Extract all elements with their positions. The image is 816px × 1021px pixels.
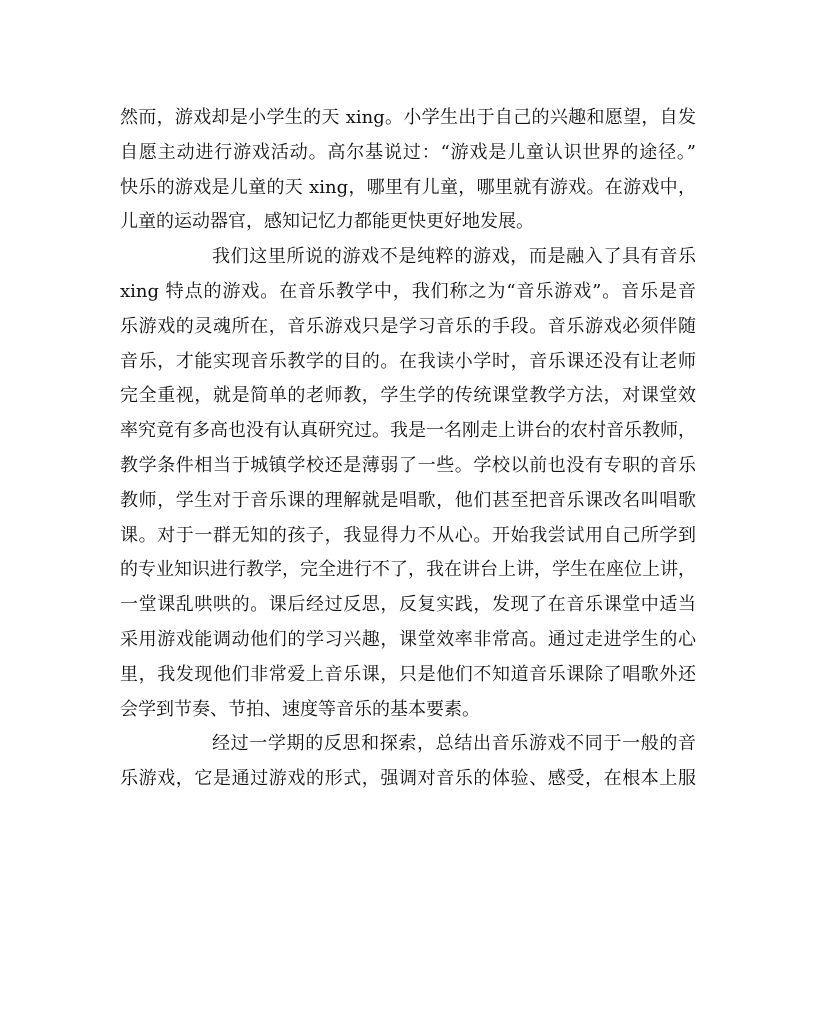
text-line: 经过一学期的反思和探索，总结出音乐游戏不同于一般的音 — [212, 733, 696, 755]
text-line: 教师，学生对于音乐课的理解就是唱歌，他们甚至把音乐课改名叫唱歌 — [120, 489, 696, 511]
text-line: 快乐的游戏是儿童的天 xing，哪里有儿童，哪里就有游戏。在游戏中， — [120, 176, 696, 198]
text-line: 课。对于一群无知的孩子，我显得力不从心。开始我尝试用自己所学到 — [120, 524, 696, 546]
text-line: 我们这里所说的游戏不是纯粹的游戏，而是融入了具有音乐 — [212, 246, 696, 268]
text-line: 的专业知识进行教学，完全进行不了，我在讲台上讲，学生在座位上讲， — [120, 559, 696, 581]
text-line: 自愿主动进行游戏活动。高尔基说过：“游戏是儿童认识世界的途径。” — [120, 141, 696, 163]
text-line: 然而，游戏却是小学生的天 xing。小学生出于自己的兴趣和愿望，自发 — [120, 107, 696, 128]
text-line: 乐游戏，它是通过游戏的形式，强调对音乐的体验、感受，在根本上服 — [120, 768, 696, 790]
paragraph-2 — [120, 240, 696, 727]
text-line: xing 特点的游戏。在音乐教学中，我们称之为“音乐游戏”。音乐是音 — [120, 280, 696, 302]
text-line: 儿童的运动器官，感知记忆力都能更快更好地发展。 — [120, 211, 534, 233]
paragraph-1 — [120, 101, 696, 240]
text-line: 完全重视，就是简单的老师教，学生学的传统课堂教学方法，对课堂效 — [120, 385, 696, 407]
paragraph-3 — [120, 727, 696, 797]
text-line: 音乐，才能实现音乐教学的目的。在我读小学时，音乐课还没有让老师 — [120, 350, 696, 372]
text-line: 一堂课乱哄哄的。课后经过反思，反复实践，发现了在音乐课堂中适当 — [120, 594, 696, 616]
text-line: 采用游戏能调动他们的学习兴趣，课堂效率非常高。通过走进学生的心 — [120, 628, 696, 650]
text-line: 教学条件相当于城镇学校还是薄弱了一些。学校以前也没有专职的音乐 — [120, 454, 696, 476]
body-text — [120, 101, 696, 797]
text-line: 乐游戏的灵魂所在，音乐游戏只是学习音乐的手段。音乐游戏必须伴随 — [120, 315, 696, 337]
text-line: 里，我发现他们非常爱上音乐课，只是他们不知道音乐课除了唱歌外还 — [120, 663, 696, 685]
text-line: 率究竟有多高也没有认真研究过。我是一名刚走上讲台的农村音乐教师， — [120, 420, 696, 442]
text-line: 会学到节奏、节拍、速度等音乐的基本要素。 — [120, 698, 480, 720]
